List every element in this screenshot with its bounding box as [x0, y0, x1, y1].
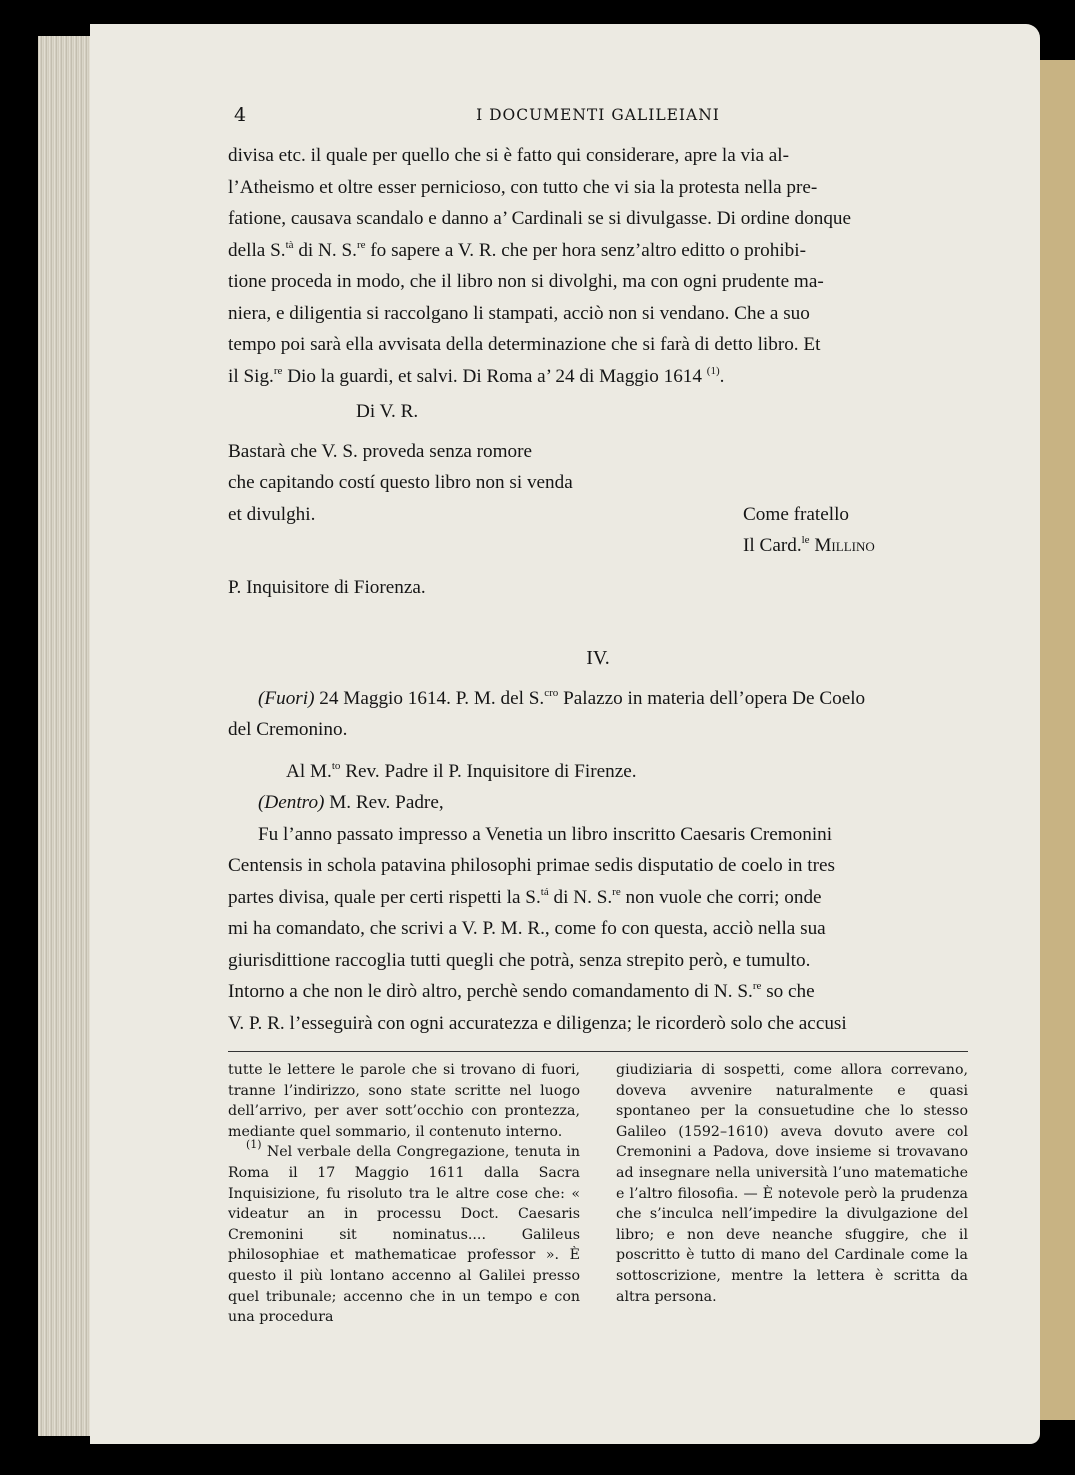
- footnote-text: giudiziaria di sospetti, come allora correvano, doveva avvenire naturalmente e quasi spontaneo per la consuetudine che lo stesso Galileo (1592–1610) aveva dovuto avere col Cremonini a Padova, dove insieme si trovavano ad insegnare nella università l’uno matematiche e l’altro filosofia. — È notevole però la prudenza che s’inculca nell’impedire la divulgazione del libro; e non deve neanche sfuggire, che il poscritto è tutto di mano del Cardinale come la sottoscrizione, mentre la lettera è scritta da altra persona.: [616, 1062, 968, 1305]
- text-line: mi ha comandato, che scrivi a V. P. M. R., come fo con questa, acciò nella sua: [228, 918, 826, 939]
- outside-note-cont: del Cremonino.: [228, 719, 348, 740]
- text-line: l’Atheismo et oltre esser pernicioso, con tutto che vi sia la protesta nella pre-: [228, 176, 818, 198]
- text-line: giurisdittione raccoglia tutti quegli che potrà, senza strepito però, e tumulto.: [228, 949, 811, 971]
- footnote-text: $^{(1)}$ Nel verbale della Congregazione, tenuta in Roma il 17 Maggio 1611 dalla Sacra Inquisizione, fu risoluto tra le altre cose che: « videatur an in processu Doct. Caesaris Cremonini sit nominatus.... Galileus philosophiae et mathematicae professor ». È questo il più lontano accenno al Galilei presso quel tribunale; accenno che in un tempo e con una procedura: [228, 1138, 581, 1326]
- signature: Il Card.$^{le}$ Millino: [743, 534, 875, 556]
- postscript-line: Bastarà che V. S. proveda senza romore: [228, 440, 533, 462]
- inside-salutation: (Dentro) M. Rev. Padre,: [258, 792, 444, 813]
- facing-page-edge: [1040, 60, 1075, 1420]
- greeting: Di V. R.: [356, 401, 419, 422]
- footnote-text: tutte le lettere le parole che si trovano di fuori, tranne l’indirizzo, sono state scritte nel luogo dell’arrivo, per aver sott’occhio con prontezza, mediante quel sommario, il contenuto interno.: [228, 1062, 580, 1140]
- footnotes: [228, 1060, 968, 1328]
- footnote-ref: (1): [706, 364, 720, 377]
- text-line: della S.$^{tà}$ di N. S.$^{re}$ fo sapere a V. R. che per hora senz’altro editto o prohibi-: [228, 238, 806, 261]
- page-number: 4: [234, 104, 247, 126]
- text-line: Centensis in schola patavina philosophi primae sedis disputatio de coelo in tres: [228, 855, 835, 876]
- postscript-line: che capitando costí questo libro non si venda: [228, 472, 573, 493]
- postscript: [228, 436, 968, 562]
- signature-row: [228, 499, 968, 531]
- footnote-rule: [228, 1051, 968, 1052]
- text-line: fatione, causava scandalo e danno a’ Cardinali se si divulgasse. Di ordine donque: [228, 208, 852, 229]
- text-line: partes divisa, quale per certi rispetti la S.$^{tá}$ di N. S.$^{re}$ non vuole che corri; onde: [228, 885, 822, 908]
- running-head: [228, 100, 968, 140]
- closing: Come fratello: [743, 503, 850, 525]
- outside-note: (Fuori) 24 Maggio 1614. P. M. del S.$^{cro}$ Palazzo in materia dell’opera De Coelo: [258, 686, 866, 709]
- footnote-column-right: [616, 1060, 968, 1328]
- text-line: il Sig.$^{re}$ Dio la guardi, et salvi. Di Roma a’ 24 di Maggio 1614 $^{(1)}$.: [228, 364, 725, 387]
- text-line: tione proceda in modo, che il libro non si divolghi, ma con ogni prudente ma-: [228, 271, 824, 292]
- text-line: Intorno a che non le dirò altro, perchè sendo comandamento di N. S.$^{re}$ so che: [228, 980, 815, 1002]
- postscript-line: et divulghi.: [228, 503, 316, 525]
- text-line: V. P. R. l’esseguirà con ogni accuratezza e diligenza; le ricorderò solo che accusi: [228, 1012, 847, 1034]
- page-content: [228, 100, 968, 1328]
- text-line: Fu l’anno passato impresso a Venetia un libro inscritto Caesaris Cremonini: [258, 823, 833, 845]
- main-text: [228, 140, 968, 1039]
- address-line: Al M.$^{to}$ Rev. Padre il P. Inquisitore di Firenze.: [286, 759, 637, 782]
- footnote-column-left: [228, 1060, 580, 1328]
- text-line: tempo poi sarà ella avvisata della determinazione che si farà di detto libro. Et: [228, 334, 821, 355]
- text-line: divisa etc. il quale per quello che si è fatto qui considerare, apre la via al-: [228, 145, 790, 166]
- text-line: niera, e diligentia si raccolgano li stampati, acciò non si vendano. Che a suo: [228, 302, 810, 324]
- section-number: IV.: [586, 647, 610, 669]
- addressee: P. Inquisitore di Fiorenza.: [228, 576, 426, 598]
- running-title: I DOCUMENTI GALILEIANI: [476, 106, 720, 124]
